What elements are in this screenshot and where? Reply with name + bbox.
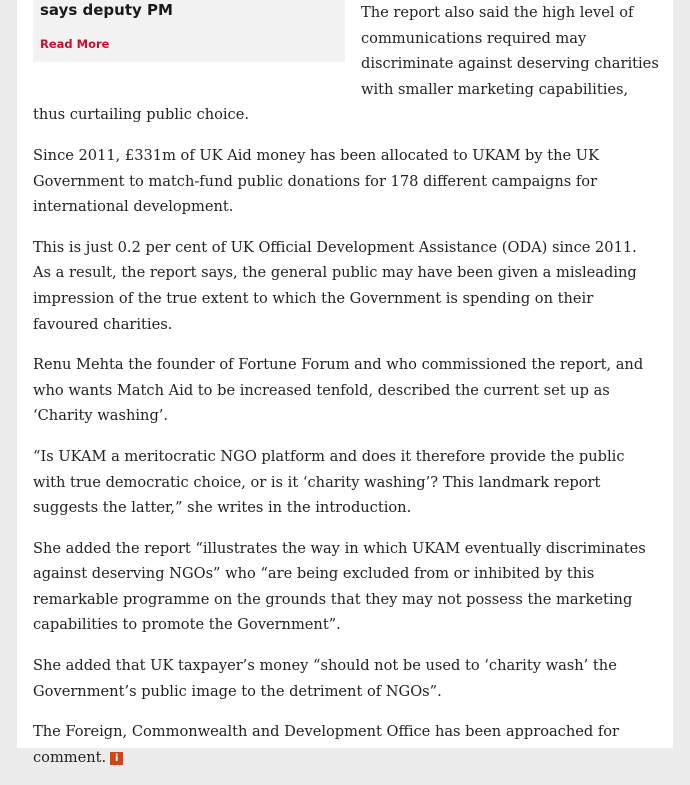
article-paragraph: This is just 0.2 per cent of UK Official Development Assistance (ODA) since 2011. As a result, the report says, the general public may have been given a misleading impression of the true extent to which the Government is spending on their favoured charities.: [33, 238, 637, 333]
article-paragraph: She added that UK taxpayer’s money “should not be used to ‘charity wash’ the Government’s public image to the detriment of NGOs”.: [33, 657, 617, 700]
article-paragraph: Renu Mehta the founder of Fortune Forum and who commissioned the report, and who wants Match Aid to be increased tenfold, described the current set up as ‘Charity washing’.: [33, 356, 644, 425]
article-page: [17, 0, 673, 766]
related-title-line2: says deputy PM: [40, 1, 173, 19]
article-paragraph: Since 2011, £331m of UK Aid money has been allocated to UKAM by the UK Government to match-fund public donations for 178 different campaigns for international development.: [33, 146, 599, 216]
article-paragraph: The report also said the high level of communications required may discriminate against deserving charities with smaller marketing capabilities, thus curtailing public choice.: [33, 0, 659, 128]
related-article-title[interactable]: [40, 0, 340, 20]
article-body: [33, 0, 659, 785]
last-paragraph-text: The Foreign, Commonwealth and Development Office has been approached for comment.: [33, 723, 620, 766]
article-paragraph: [33, 719, 659, 770]
article-paragraph: She added the report “illustrates the way in which UKAM eventually discriminates against deserving NGOs” who “are being excluded from or inhibited by this remarkable programme on the grounds that they may not possess the marketing capabilities to promote the Government”.: [33, 539, 646, 634]
info-icon[interactable]: i: [110, 752, 123, 765]
read-more-link[interactable]: Read More: [40, 37, 110, 51]
article-paragraph: “Is UKAM a meritocratic NGO platform and does it therefore provide the public with true democratic choice, or is it ‘charity washing’? This landmark report suggests the latter,” she writes in the introduction.: [33, 447, 625, 517]
related-article-card[interactable]: [33, 0, 345, 62]
